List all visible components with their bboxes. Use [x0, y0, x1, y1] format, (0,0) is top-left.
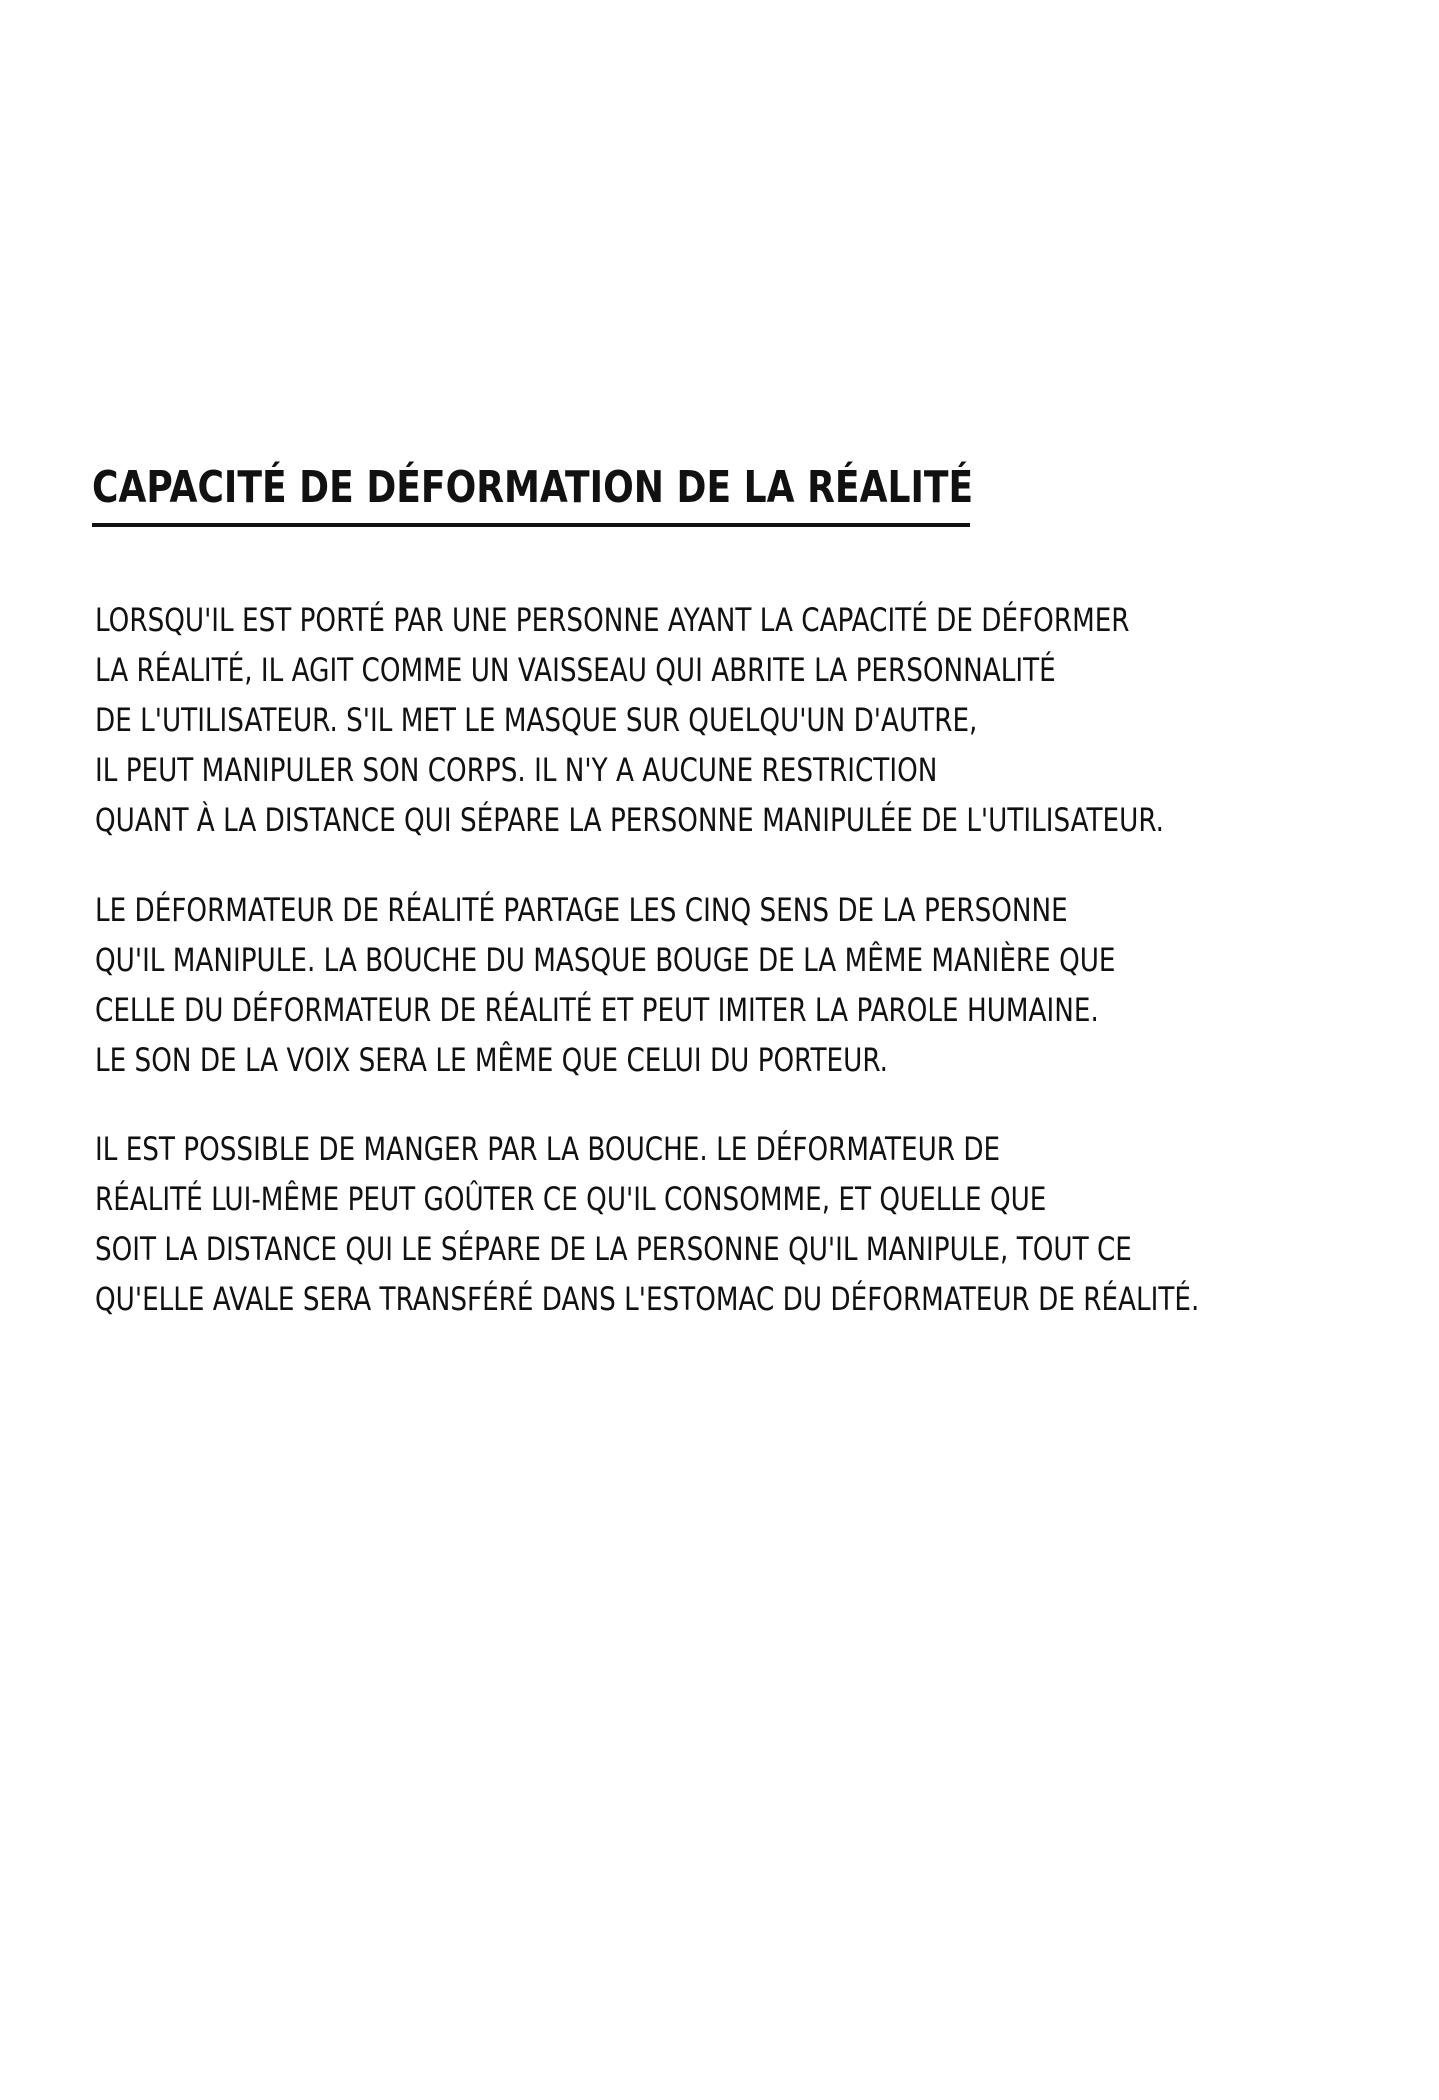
page-title: CAPACITÉ DE DÉFORMATION DE LA RÉALITÉ — [92, 462, 974, 513]
paragraph-line: SOIT LA DISTANCE QUI LE SÉPARE DE LA PERSONNE QU'IL MANIPULE, TOUT CE — [95, 1230, 1132, 1268]
paragraph-line: QU'ELLE AVALE SERA TRANSFÉRÉ DANS L'ESTOMAC DU DÉFORMATEUR DE RÉALITÉ. — [95, 1280, 1200, 1318]
paragraph-2 — [95, 885, 1340, 1085]
paragraph-3 — [95, 1124, 1439, 1324]
paragraph-line: LE DÉFORMATEUR DE RÉALITÉ PARTAGE LES CINQ SENS DE LA PERSONNE — [95, 891, 1068, 929]
paragraph-line: LORSQU'IL EST PORTÉ PAR UNE PERSONNE AYANT LA CAPACITÉ DE DÉFORMER — [95, 601, 1130, 639]
paragraph-line: DE L'UTILISATEUR. S'IL MET LE MASQUE SUR QUELQU'UN D'AUTRE, — [95, 701, 978, 739]
paragraph-line: CELLE DU DÉFORMATEUR DE RÉALITÉ ET PEUT IMITER LA PAROLE HUMAINE. — [95, 991, 1099, 1029]
paragraph-line: LE SON DE LA VOIX SERA LE MÊME QUE CELUI DU PORTEUR. — [95, 1041, 888, 1079]
title-block — [92, 453, 974, 523]
paragraph-line: QU'IL MANIPULE. LA BOUCHE DU MASQUE BOUGE DE LA MÊME MANIÈRE QUE — [95, 941, 1116, 979]
paragraph-1 — [95, 595, 1399, 845]
title-underline — [92, 523, 970, 527]
paragraph-line: IL EST POSSIBLE DE MANGER PAR LA BOUCHE. LE DÉFORMATEUR DE — [95, 1130, 1001, 1168]
paragraph-line: RÉALITÉ LUI-MÊME PEUT GOÛTER CE QU'IL CONSOMME, ET QUELLE QUE — [95, 1180, 1047, 1218]
paragraph-line: IL PEUT MANIPULER SON CORPS. IL N'Y A AUCUNE RESTRICTION — [95, 751, 938, 789]
paragraph-line: QUANT À LA DISTANCE QUI SÉPARE LA PERSONNE MANIPULÉE DE L'UTILISATEUR. — [95, 801, 1164, 839]
paragraph-line: LA RÉALITÉ, IL AGIT COMME UN VAISSEAU QUI ABRITE LA PERSONNALITÉ — [95, 651, 1056, 689]
